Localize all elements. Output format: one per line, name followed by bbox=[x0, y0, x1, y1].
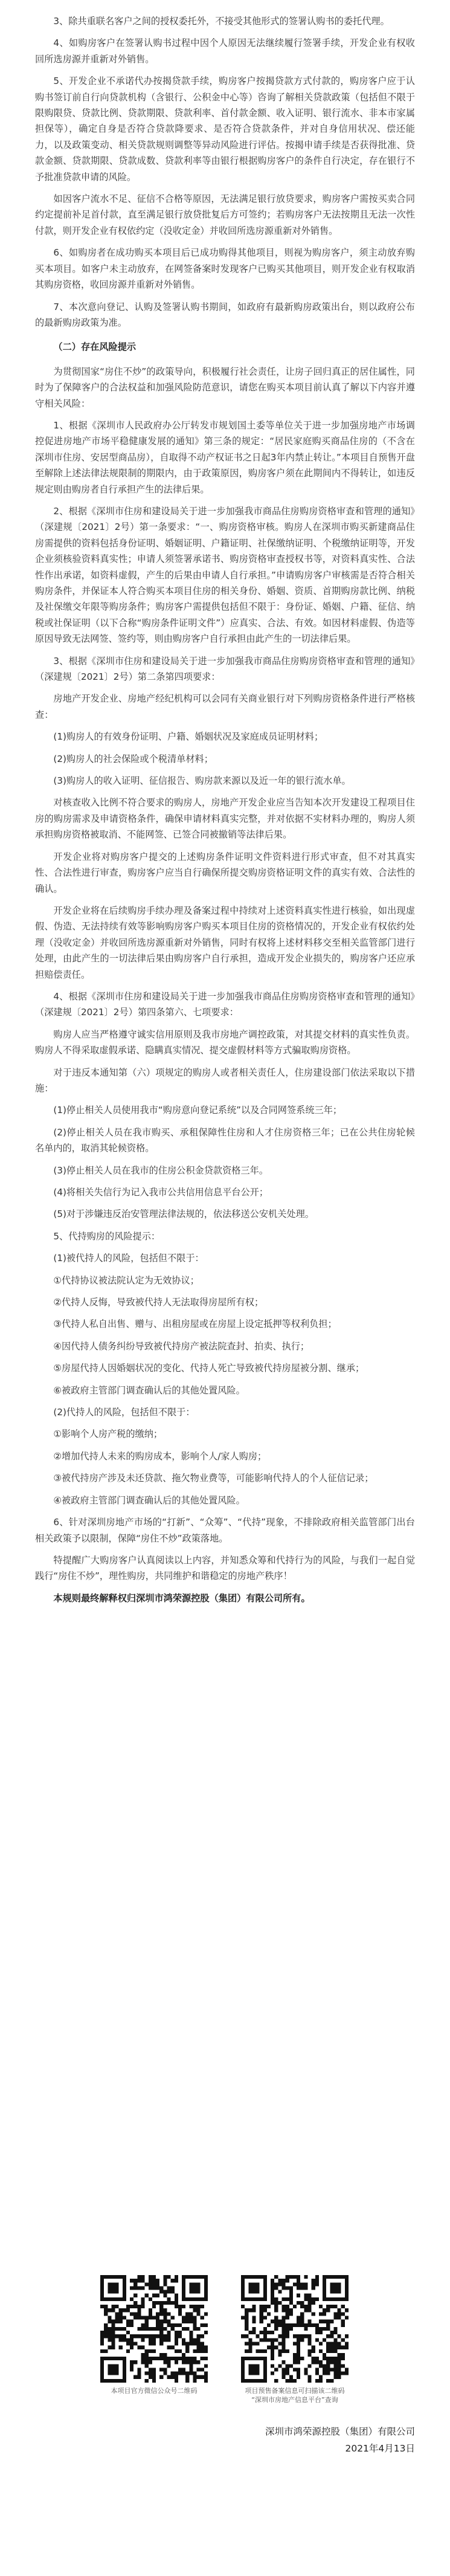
paragraph: 5、代持购房的风险提示： bbox=[53, 1230, 161, 1242]
paragraph: 6、针对深圳房地产市场的“打新”、“众筹”、“代持”现象，不排除政府相关监管部门出台相关政策予以限制，保障“房住不炒”政策落地。 bbox=[35, 1517, 415, 1544]
paragraph: ①影响个人房产税的缴纳； bbox=[53, 1428, 163, 1440]
paragraph: 3、根据《深圳市住房和建设局关于进一步加强我市商品住房购房资格审查和管理的通知》（深建规〔2021〕2号）第二条第四项要求： bbox=[35, 655, 415, 683]
paragraph: 房地产开发企业、房地产经纪机构可以会同有关商业银行对下列购房资格条件进行严格核查： bbox=[35, 693, 415, 720]
paragraph: (4)将相关失信行为记入我市公共信用信息平台公开； bbox=[53, 1187, 269, 1198]
rules-paragraphs bbox=[35, 13, 415, 331]
paragraph: 开发企业将对购房客户提交的上述购房条件证明文件资料进行形式审查，但不对其真实性、合法性进行审查，购房客户应当自行确保所提交购房资格证明文件的真实有效、合法性的确认。 bbox=[35, 851, 415, 894]
paragraph: (1)被代持人的风险，包括但不限于： bbox=[53, 1253, 204, 1264]
paragraph: ⑤房屋代持人因婚姻状况的变化、代持人死亡导致被代持房屋被分割、继承； bbox=[53, 1363, 365, 1374]
section-heading: （二）存在风险提示 bbox=[53, 341, 137, 353]
paragraph: 6、如购房者在成功购买本项目后已成功购得其他项目，则视为购房客户，须主动放弃购买本项目。如客户未主动放弃，在网签备案时发现客户已购买其他项目，则开发企业有权取消其购房资格，收回房源并重新对外销售。 bbox=[35, 247, 415, 291]
paragraph: ⑥被政府主管部门调查确认后的其他处置风险。 bbox=[53, 1384, 245, 1396]
paragraph: 购房人应当严格遵守诚实信用原则及我市房地产调控政策，对其提交材料的真实性负责。购房人不得采取虚假承诺、隐瞒真实情况、提交虚假材料等方式骗取购房资格。 bbox=[35, 1028, 415, 1056]
qr-code-section bbox=[0, 2275, 450, 2414]
paragraph: 5、开发企业不承诺代办按揭贷款手续，购房客户按揭贷款方式付款的，购房客户应于认购书签订前自行向贷款机构（含银行、公积金中心等）咨询了解相关贷款政策（包括但不限于限购限贷、贷款比例、贷款期限、贷款利率、首付款金额、收入证明、银行流水、非本市家属担保等），确定自身是否符合贷款降要求、是否符合贷款条件，并对自身信用状况、偿还能力，以及政策变动、相关贷款规则调整等异动风险进行评估。按揭申请手续是否获得批准、贷款金额、贷款期限、贷款成数、贷款利率等由银行根据购房客户的条件自行决定，存在银行不予批准贷款申请的风险。 bbox=[35, 76, 415, 182]
paragraph: (5)对于涉嫌违反治安管理法律法规的，依法移送公安机关处理。 bbox=[53, 1209, 314, 1220]
paragraph: (2)代持人的风险，包括但不限于： bbox=[53, 1407, 195, 1418]
paragraph: ③被代持房产涉及未还贷款、拖欠物业费等，可能影响代持人的个人征信记录； bbox=[53, 1473, 374, 1484]
presale-qr-code[interactable] bbox=[241, 2275, 349, 2383]
qr-caption-wechat: 本项目官方微信公众号二维码 bbox=[111, 2387, 198, 2395]
paragraph: ④被政府主管部门调查确认后的其他处置风险。 bbox=[53, 1494, 245, 1506]
qr-item-wechat bbox=[82, 2275, 227, 2395]
paragraph: ②代持人反悔，导致被代持人无法取得房屋所有权； bbox=[53, 1297, 264, 1308]
paragraph: 1、根据《深圳市人民政府办公厅转发市规划国土委等单位关于进一步加强房地产市场调控促进房地产市场平稳健康发展的通知》第三条的规定：“居民家庭购买商品住房的（不含在深圳市住房、安居型商品房），自取得不动产权证书之日起3年内禁止转让。”本项目自预售开盘至解除上述法律法规限制的期限内，由于政策原因，购房客户须在此期间内不得转让，如违反规定则由购房者自行承担产生的法律后果。 bbox=[35, 419, 415, 495]
final-statement: 本规则最终解释权归深圳市鸿荣源控股（集团）有限公司所有。 bbox=[53, 1592, 310, 1604]
paragraph: (3)购房人的收入证明、征信报告、购房款来源以及近一年的银行流水单。 bbox=[53, 775, 351, 787]
paragraph: 如因客户流水不足、征信不合格等原因，无法满足银行放贷要求，购房客户需按买卖合同约定提前补足首付款，直至满足银行放贷批复后方可签约；若购房客户无法按期且无法一次性付款，则开发企业有权依约定（没收定金）并收回所选房源重新对外销售。 bbox=[35, 193, 415, 236]
qr-item-presale bbox=[222, 2275, 367, 2404]
paragraph: (3)停止相关人员在我市的住房公积金贷款资格三年。 bbox=[53, 1164, 269, 1176]
paragraph: 3、除共重联名客户之间的授权委托外，不接受其他形式的签署认购书的委托代理。 bbox=[53, 16, 390, 27]
qr-caption-presale-line1: 项目预售备案信息可扫描该二维码 bbox=[245, 2387, 345, 2395]
paragraph: ④因代持人债务纠纷导致被代持房产被法院查封、拍卖、执行； bbox=[53, 1340, 310, 1352]
signature-company: 深圳市鸿荣源控股（集团）有限公司 bbox=[265, 2426, 415, 2437]
qr-caption-presale-line2: “深圳市房地产信息平台”查询 bbox=[251, 2396, 338, 2404]
paragraph: 为贯彻国家“房住不炒”的政策导向，积极履行社会责任，让房子回归真正的居住属性，同时为了保障客户的合法权益和加强风险防范意识，请您在购买本项目前认真了解以下内容并遵守相关风险： bbox=[35, 366, 415, 409]
paragraph: (2)购房人的社会保险或个税清单材料； bbox=[53, 753, 213, 764]
paragraph: 对核查收入比例不符合要求的购房人，房地产开发企业应当告知本次开发建设工程项目住房的购房需求及申请资格条件，确保申请材料真实完整，并对依据不实材料办理的，购房人须承担购房资格被取消、不能网签、已签合同被撤销等法律后果。 bbox=[35, 797, 415, 841]
paragraph: 4、如购房客户在签署认购书过程中因个人原因无法继续履行签署手续，开发企业有权收回所选房源并重新对外销售。 bbox=[35, 37, 415, 65]
paragraph: ③代持人私自出售、赠与、出租房屋或在房屋上设定抵押等权利负担； bbox=[53, 1319, 337, 1330]
paragraph: (1)停止相关人员使用我市“购房意向登记系统”以及合同网签系统三年； bbox=[53, 1105, 342, 1116]
paragraph: 2、根据《深圳市住房和建设局关于进一步加强我市商品住房购房资格审查和管理的通知》（深建规〔2021〕2号）第一条要求：“一、购房资格审核。购房人在深圳市购买新建商品住房需提供的资料包括身份证明、婚姻证明、户籍证明、社保缴纳证明、个税缴纳证明等，开发企业须核验资料真实性；申请人须签署承诺书、购房资格审查授权书等，对资料真实性、合法性作出承诺，如资料虚假，产生的后果由申请人自行承担。”申请购房客户审核需是否符合相关购房条件，并保证本人符合购买本项目住房的相关身份、婚姻、资质、首期购房款比例、纳税及社保缴交年限等购房条件；购房客户需提供包括但不限于：身份证、婚姻、户籍、征信、纳税或社保证明（以下合称“购房条件证明文件”）应真实、合法、有效。如因材料虚假、伪造等原因导致无法网签、签约等，则由购房客户自行承担由此产生的一切法律后果。 bbox=[35, 505, 415, 645]
paragraph: 开发企业将在后续购房手续办理及备案过程中持续对上述资料真实性进行核验，如出现虚假、伪造、无法持续有效等影响购房客户购买本项目住房的资格情况的，开发企业有权依约处理（没收定金）并收回所选房源重新对外销售，同时有权将上述材料移交至相关监管部门进行处理，由此产生的一切法律后果由购房客户自行承担，造成开发企业损失的，购房客户还应承担赔偿责任。 bbox=[35, 905, 415, 980]
paragraph: ②增加代持人未来的购房成本，影响个人/家人购房； bbox=[53, 1450, 267, 1462]
wechat-qr-code[interactable] bbox=[100, 2275, 208, 2383]
paragraph: 对于违反本通知第（六）项规定的购房人或者相关责任人，住房建设部门依法采取以下措施： bbox=[35, 1067, 415, 1094]
paragraph: 4、根据《深圳市住房和建设局关于进一步加强我市商品住房购房资格审查和管理的通知》（深建规〔2021〕2号）第四条第六、七项要求： bbox=[35, 990, 415, 1018]
paragraph: 特提醒广大购房客户认真阅读以上内容，并知悉众筹和代持行为的风险，与我们一起自觉践行“房住不炒”，理性购房，共同维护和谐稳定的房地产秩序！ bbox=[35, 1554, 415, 1582]
paragraph: (1)购房人的有效身份证明、户籍、婚姻状况及家庭成员证明材料； bbox=[53, 731, 324, 743]
paragraph: 7、本次意向登记、认购及签署认购书期间，如政府有最新购房政策出台，则以政府公布的最新购房政策为准。 bbox=[35, 301, 415, 328]
document-body bbox=[35, 13, 415, 1617]
paragraph: (2)停止相关人员在我市购买、承租保障性住房和人才住房资格三年；已在公共住房轮候名单内的，取消其轮候资格。 bbox=[35, 1126, 415, 1154]
paragraph: ①代持协议被法院认定为无效协议； bbox=[53, 1274, 199, 1286]
risk-paragraphs bbox=[35, 364, 415, 1584]
signature-date: 2021年4月13日 bbox=[345, 2443, 415, 2454]
